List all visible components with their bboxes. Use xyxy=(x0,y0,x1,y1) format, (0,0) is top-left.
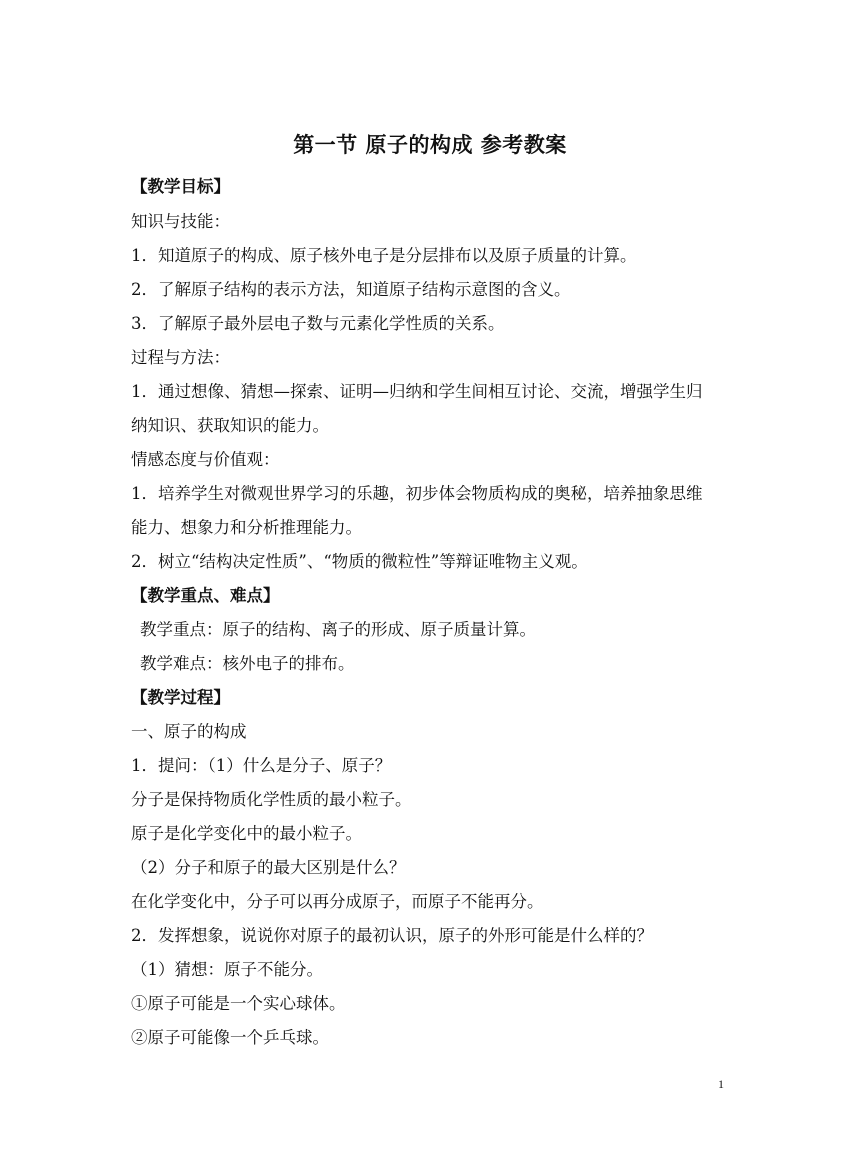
section-heading-objectives: 【教学目标】 xyxy=(131,177,230,196)
page-title: 第一节 原子的构成 参考教案 xyxy=(293,133,567,157)
page-number: 1 xyxy=(718,1077,724,1091)
text-line: 3．了解原子最外层电子数与元素化学性质的关系。 xyxy=(131,314,505,333)
text-line: 2．发挥想象，说说你对原子的最初认识，原子的外形可能是什么样的？ xyxy=(131,926,653,945)
text-line: 分子是保持物质化学性质的最小粒子。 xyxy=(131,790,412,809)
text-line: ①原子可能是一个实心球体。 xyxy=(131,994,346,1013)
section-heading-process: 【教学过程】 xyxy=(131,688,230,707)
text-line: （1）猜想：原子不能分。 xyxy=(131,960,323,979)
text-line: 一、原子的构成 xyxy=(131,722,247,741)
text-line: 1．知道原子的构成、原子核外电子是分层排布以及原子质量的计算。 xyxy=(131,246,637,265)
text-line: 2．了解原子结构的表示方法，知道原子结构示意图的含义。 xyxy=(131,280,571,299)
text-line: 1．培养学生对微观世界学习的乐趣，初步体会物质构成的奥秘，培养抽象思维 xyxy=(131,484,703,503)
text-line: ②原子可能像一个乒乓球。 xyxy=(131,1028,329,1047)
text-line: 在化学变化中，分子可以再分成原子，而原子不能再分。 xyxy=(131,892,544,911)
section-heading-key-points: 【教学重点、难点】 xyxy=(131,586,280,605)
text-line: 原子是化学变化中的最小粒子。 xyxy=(131,824,362,843)
text-line: 1．通过想像、猜想—探索、证明—归纳和学生间相互讨论、交流，增强学生归 xyxy=(131,382,703,401)
text-line: 纳知识、获取知识的能力。 xyxy=(131,416,329,435)
text-line: 1．提问：（1）什么是分子、原子？ xyxy=(131,756,392,775)
subheading-process-method: 过程与方法： xyxy=(131,348,230,367)
text-line: 教学重点：原子的结构、离子的形成、原子质量计算。 xyxy=(140,620,536,639)
text-line: 教学难点：核外电子的排布。 xyxy=(140,654,355,673)
subheading-emotion-values: 情感态度与价值观： xyxy=(131,450,280,469)
text-line: （2）分子和原子的最大区别是什么？ xyxy=(131,858,406,877)
subheading-knowledge-skills: 知识与技能： xyxy=(131,212,230,231)
text-line: 2．树立“结构决定性质”、“物质的微粒性”等辩证唯物主义观。 xyxy=(131,552,588,571)
text-line: 能力、想象力和分析推理能力。 xyxy=(131,518,362,537)
